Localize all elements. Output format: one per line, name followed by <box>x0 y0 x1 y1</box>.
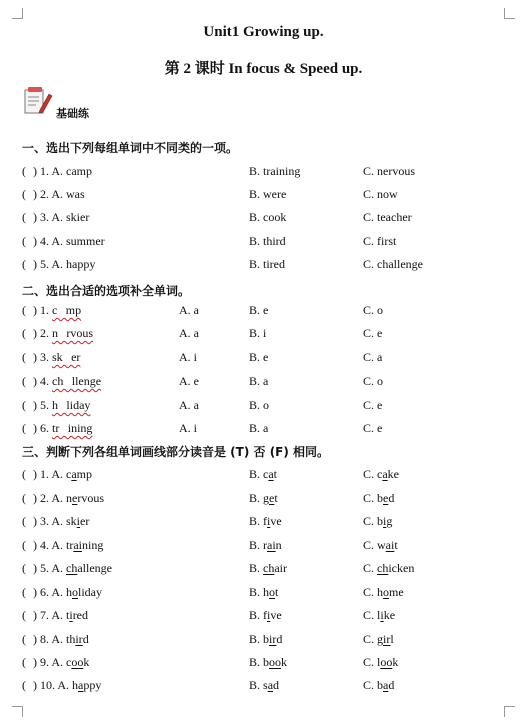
answer-paren-open: ( <box>22 210 26 224</box>
section-2-heading: 二、选出合适的选项补全单词。 <box>22 284 191 298</box>
option-b: B. cook <box>249 210 287 224</box>
question-text: ) 2. A. nervous <box>33 491 104 505</box>
question-text: ) 3. A. skier <box>33 514 90 528</box>
option-c: C. a <box>363 350 383 364</box>
underlined-letters: a <box>382 467 388 481</box>
option-b: B. five <box>249 608 282 622</box>
option-a: A. i <box>179 421 197 435</box>
question-number: ) 4. <box>33 374 52 388</box>
option-c: C. like <box>363 608 396 622</box>
answer-paren-open: ( <box>22 326 26 340</box>
underlined-letters: i <box>267 608 271 622</box>
incomplete-word: tr ining <box>52 421 93 435</box>
underlined-letters: e <box>269 491 275 505</box>
badge-label: 基础练 <box>56 107 89 120</box>
underlined-letters: ir <box>383 632 391 646</box>
underlined-letters: oo <box>71 655 84 669</box>
question-row <box>0 491 527 509</box>
lesson-subtitle: 第 2 课时 In focus & Speed up. <box>164 61 363 77</box>
crop-mark-top-right <box>504 8 515 19</box>
word-a: camp <box>66 467 92 481</box>
incomplete-word: c mp <box>52 303 82 317</box>
question-text: ) 5. A. challenge <box>33 561 112 575</box>
question-text: ) 3. A. skier <box>33 210 90 224</box>
option-b: B. third <box>249 234 286 248</box>
question-text <box>33 326 93 341</box>
word-a: tired <box>66 608 89 622</box>
question-text: ) 9. A. cook <box>33 655 90 669</box>
question-row <box>0 210 527 228</box>
question-number: ) 3. <box>33 350 52 364</box>
incomplete-word: ch llenge <box>52 374 102 388</box>
underlined-letters: e <box>72 491 78 505</box>
option-c: C. big <box>363 514 393 528</box>
word-a: nervous <box>66 491 104 505</box>
question-row <box>0 514 527 532</box>
option-c: C. e <box>363 421 383 435</box>
question-text <box>33 398 90 413</box>
question-row <box>0 350 527 368</box>
question-text: ) 6. A. holiday <box>33 585 102 599</box>
underlined-letters: o <box>72 585 78 599</box>
question-row <box>0 467 527 485</box>
underlined-letters: ch <box>66 561 78 575</box>
crop-mark-bottom-right <box>504 706 515 717</box>
option-c: C. wait <box>363 538 398 552</box>
question-row <box>0 608 527 626</box>
question-number: ) 1. <box>33 303 52 317</box>
option-b: B. bird <box>249 632 283 646</box>
answer-paren-open: ( <box>22 374 26 388</box>
answer-paren-open: ( <box>22 303 26 317</box>
underlined-letters: i <box>69 608 73 622</box>
option-b: B. a <box>249 374 269 388</box>
word-a: happy <box>72 678 102 692</box>
question-text: ) 1. A. camp <box>33 164 92 178</box>
option-c: C. cake <box>363 467 399 481</box>
answer-paren-open: ( <box>22 514 26 528</box>
question-number: ) 6. <box>33 421 52 435</box>
question-row <box>0 326 527 344</box>
underlined-letters: i <box>267 514 271 528</box>
question-text: ) 4. A. summer <box>33 234 105 248</box>
answer-paren-open: ( <box>22 467 26 481</box>
question-text <box>33 350 80 365</box>
answer-paren-open: ( <box>22 491 26 505</box>
question-text <box>33 303 81 318</box>
worksheet-pencil-icon <box>22 86 54 116</box>
section-3-heading: 三、判断下列各组单词画线部分读音是 (T) 否 (F) 相同。 <box>22 445 330 459</box>
answer-paren-open: ( <box>22 164 26 178</box>
underlined-letters: ai <box>73 538 83 552</box>
option-a: A. a <box>179 303 199 317</box>
page-title: Unit1 Growing up. <box>203 24 324 40</box>
word-a: training <box>66 538 104 552</box>
answer-paren-open: ( <box>22 632 26 646</box>
word-a: third <box>66 632 89 646</box>
option-b: B. hot <box>249 585 279 599</box>
underlined-letters: oo <box>269 655 282 669</box>
answer-paren-open: ( <box>22 538 26 552</box>
underlined-letters: ai <box>267 538 276 552</box>
question-row <box>0 303 527 321</box>
option-c: C. chicken <box>363 561 415 575</box>
option-c: C. e <box>363 326 383 340</box>
answer-paren-open: ( <box>22 398 26 412</box>
answer-paren-open: ( <box>22 234 26 248</box>
question-row <box>0 421 527 439</box>
option-a: A. i <box>179 350 197 364</box>
underlined-letters: ai <box>385 538 395 552</box>
question-number: ) 2. <box>33 326 52 340</box>
underlined-letters: ch <box>263 561 275 575</box>
question-row <box>0 187 527 205</box>
underlined-letters: i <box>383 514 387 528</box>
option-b: B. i <box>249 326 267 340</box>
answer-paren-open: ( <box>22 350 26 364</box>
underlined-letters: e <box>383 491 389 505</box>
option-c: C. girl <box>363 632 394 646</box>
option-b: B. were <box>249 187 287 201</box>
option-b: B. tired <box>249 257 285 271</box>
option-b: B. e <box>249 350 269 364</box>
option-b: B. rain <box>249 538 282 552</box>
underlined-letters: o <box>269 585 276 599</box>
option-b: B. get <box>249 491 278 505</box>
word-a: holiday <box>66 585 102 599</box>
question-row <box>0 632 527 650</box>
question-text: ) 10. A. happy <box>33 678 102 692</box>
section-1-heading: 一、选出下列每组单词中不同类的一项。 <box>22 141 239 155</box>
option-b: B. cat <box>249 467 278 481</box>
option-b: B. five <box>249 514 282 528</box>
option-c: C. nervous <box>363 164 415 178</box>
option-c: C. bad <box>363 678 395 692</box>
option-b: B. e <box>249 303 269 317</box>
crop-mark-bottom-left <box>12 706 23 717</box>
underlined-letters: oo <box>380 655 393 669</box>
option-b: B. sad <box>249 678 280 692</box>
answer-paren-open: ( <box>22 257 26 271</box>
question-row <box>0 234 527 252</box>
option-a: A. a <box>179 398 199 412</box>
question-text: ) 4. A. training <box>33 538 104 552</box>
option-b: B. book <box>249 655 288 669</box>
question-row <box>0 538 527 556</box>
option-c: C. look <box>363 655 399 669</box>
answer-paren-open: ( <box>22 187 26 201</box>
question-text: ) 5. A. happy <box>33 257 96 271</box>
option-c: C. challenge <box>363 257 423 271</box>
question-text <box>33 374 101 389</box>
incomplete-word: sk er <box>52 350 81 364</box>
option-b: B. a <box>249 421 269 435</box>
answer-paren-open: ( <box>22 678 26 692</box>
underlined-letters: a <box>268 467 274 481</box>
answer-paren-open: ( <box>22 561 26 575</box>
question-text: ) 2. A. was <box>33 187 85 201</box>
option-c: C. o <box>363 374 384 388</box>
option-b: B. o <box>249 398 270 412</box>
question-text: ) 7. A. tired <box>33 608 89 622</box>
question-row <box>0 374 527 392</box>
question-text: ) 8. A. third <box>33 632 89 646</box>
question-row <box>0 655 527 673</box>
question-row <box>0 561 527 579</box>
option-c: C. teacher <box>363 210 412 224</box>
incomplete-word: h liday <box>52 398 91 412</box>
word-a: skier <box>66 514 90 528</box>
option-b: B. chair <box>249 561 287 575</box>
question-text: ) 1. A. camp <box>33 467 92 481</box>
crop-mark-top-left <box>12 8 23 19</box>
option-c: C. first <box>363 234 397 248</box>
answer-paren-open: ( <box>22 421 26 435</box>
option-c: C. home <box>363 585 404 599</box>
option-b: B. training <box>249 164 301 178</box>
underlined-letters: a <box>71 467 77 481</box>
underlined-letters: a <box>267 678 274 692</box>
option-a: A. a <box>179 326 199 340</box>
word-a: challenge <box>66 561 112 575</box>
underlined-letters: i <box>76 514 81 528</box>
question-row <box>0 678 527 696</box>
question-row <box>0 164 527 182</box>
underlined-letters: a <box>383 678 389 692</box>
underlined-letters: i <box>380 608 384 622</box>
option-c: C. bed <box>363 491 395 505</box>
underlined-letters: a <box>78 678 84 692</box>
option-c: C. now <box>363 187 398 201</box>
underlined-letters: ch <box>377 561 389 575</box>
word-a: cook <box>66 655 90 669</box>
underlined-letters: ir <box>75 632 83 646</box>
underlined-letters: ir <box>269 632 277 646</box>
question-number: ) 5. <box>33 398 52 412</box>
option-a: A. e <box>179 374 199 388</box>
option-c: C. e <box>363 398 383 412</box>
question-row <box>0 398 527 416</box>
question-text <box>33 421 92 436</box>
underlined-letters: o <box>383 585 390 599</box>
answer-paren-open: ( <box>22 655 26 669</box>
question-row <box>0 585 527 603</box>
answer-paren-open: ( <box>22 608 26 622</box>
answer-paren-open: ( <box>22 585 26 599</box>
incomplete-word: n rvous <box>52 326 94 340</box>
question-row <box>0 257 527 275</box>
option-c: C. o <box>363 303 384 317</box>
